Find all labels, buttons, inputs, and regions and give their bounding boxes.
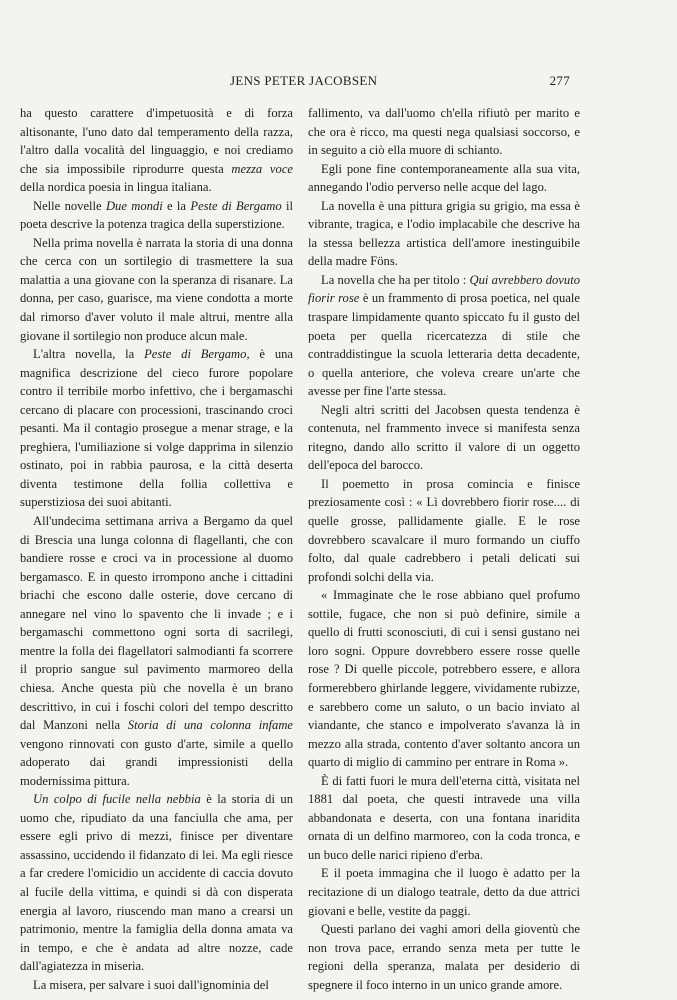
paragraph: La misera, per salvare i suoi dall'ignominia del bbox=[33, 977, 269, 992]
paragraph: Un colpo di fucile nella nebbia è la storia di un uomo che, ripudiato da una fanciulla che ama, per essere egli privo di mezzi, finisce per diventare assassino, uccidendo il fidanzato di lei. Ma egli riesce a far credere l'omicidio un accidente di caccia dovuto al fucile della vittima, e quindi si dà con disperata energia al lavoro, riuscendo man mano a crearsi un patrimonio, mentre la famiglia della donna amata va in tempo, e che è andata ad altre nozze, cade dall'agiatezza in miseria. bbox=[20, 792, 294, 974]
paragraph: E il poeta immagina che il luogo è adatto per la recitazione di un dialogo teatrale, detto da due attrici giovani e belle, vestite da paggi. bbox=[308, 866, 580, 918]
paragraph: ha questo carattere d'impetuosità e di forza altisonante, l'uno dato dal temperamento della razza, l'altro dalla vocalità del linguaggio, e noi crediamo che sia impossibile riprodurre questa mezza voce della nordica poesia in lingua italiana. bbox=[20, 106, 294, 195]
paragraph: Negli altri scritti del Jacobsen questa tendenza è contenuta, nel frammento invece si manifesta senza ritegno, dando allo scritto il valore di un oggetto dell'epoca del barocco. bbox=[308, 402, 580, 473]
paragraph: Questi parlano dei vaghi amori della gioventù che non trova pace, errando senza meta per tutte le regioni della speranza, malata per desiderio di spegnere il foco interno in un unico grande amore. bbox=[308, 922, 580, 992]
paragraph: « Immaginate che le rose abbiano quel profumo sottile, fugace, che non si può definire, simile a quello di frutti sconosciuti, di cui i sensi gustano nei loro sogni. Oppure dovrebbero essere rosse quelle rose ? Di quelle piccole, potrebbero essere, e allora formerebbero ghirlande leggere, vividamente rubizze, e sarebbero come un saluto, o un bacio inviato al viandante, che stanco e impolverato s'avanza là in mezzo alla strada, contento d'aver soltanto ancora un quarto di miglio di cammino per entrare in Roma ». bbox=[308, 588, 580, 770]
running-title: JENS PETER JACOBSEN bbox=[230, 73, 378, 88]
paragraph: La novella è una pittura grigia su grigio, ma essa è vibrante, tragica, e l'odio implacabile che descrive ha la stessa bellezza artistica dell'amore inestinguibile della madre Föns. bbox=[308, 198, 580, 269]
page-number: 277 bbox=[549, 73, 570, 88]
right-column bbox=[308, 104, 580, 994]
paragraph: Nelle novelle Due mondi e la Peste di Bergamo il poeta descrive la potenza tragica della superstizione. bbox=[20, 198, 294, 232]
left-column bbox=[20, 104, 293, 994]
paragraph: All'undecima settimana arriva a Bergamo da quel di Brescia una lunga colonna di flagellanti, che con bandiere rosse e croci va in processione al duomo bergamasco. E in questo irrompono anche i cittadini briachi che escono dalle osterie, dove cercano di annegare nel vino lo spavento che li invade ; e i bergamaschi commettono ogni sorta di sacrilegi, mentre la folla dei flagellatori salmodianti fa scorrere il proprio sangue sul pavimento marmoreo della chiesa. Anche questa più che novella è un brano descrittivo, in cui i foschi colori del tempo descritto dal Manzoni nella Storia di una colonna infame vengono rinnovati con gusto d'arte, simile a quello adoperato dai grandi impressionisti della modernissima pittura. bbox=[20, 514, 294, 788]
page-header bbox=[20, 73, 570, 93]
paragraph: fallimento, va dall'uomo ch'ella rifiutò per marito e che ora è ricco, ma questi nega qualsiasi soccorso, e in seguito a ciò ella muore di schianto. bbox=[308, 106, 580, 158]
paragraph: Egli pone fine contemporaneamente alla sua vita, annegando l'odio perverso nelle acque del lago. bbox=[308, 161, 580, 195]
paragraph: La novella che ha per titolo : Qui avrebbero dovuto fiorir rose è un frammento di prosa poetica, nel quale traspare limpidamente quanto spiccato fu il gusto del poeta per quella ricercatezza di stile che contraddistingue la scuola letteraria detta decadente, o quella anteriore, che voleva creare un'arte che avesse per fine l'arte stessa. bbox=[308, 272, 580, 399]
paragraph: Nella prima novella è narrata la storia di una donna che cerca con un sortilegio di trasmettere la sua malattia a una giovane con la speranza di risanare. La donna, per caso, guarisce, ma viene condotta a morte dal rimorso d'aver voluto il male altrui, mentre alla giovane il sortilegio non produce alcun male. bbox=[20, 235, 293, 343]
paragraph: È di fatti fuori le mura dell'eterna città, visitata nel 1881 dal poeta, che questi intravede una villa abbandonata e deserta, con una fontana inaridita ornata di un delfino marmoreo, con la coda tronca, e un buco delle narici ripieno d'erba. bbox=[308, 773, 580, 862]
paragraph: L'altra novella, la Peste di Bergamo, è una magnifica descrizione del cieco furore popolare contro il terribile morbo infettivo, che i bergamaschi cercano di placare con processioni, trascinando croci pesanti. Ma il contagio prosegue a menar strage, e la preghiera, l'umiliazione si volge dapprima in silenzio ostinato, poi in rabbia paurosa, e la città deserta diventa testimone della follia collettiva e superstiziosa dei suoi abitanti. bbox=[20, 347, 293, 510]
paragraph: Il poemetto in prosa comincia e finisce preziosamente così : « Lì dovrebbero fiorir rose.... di quelle grosse, pallidamente gialle. E le rose dovrebbero scavalcare il muro formando un ciuffo folto, dal quale cadrebbero i petali delicati sui profondi solchi della via. bbox=[308, 476, 580, 584]
